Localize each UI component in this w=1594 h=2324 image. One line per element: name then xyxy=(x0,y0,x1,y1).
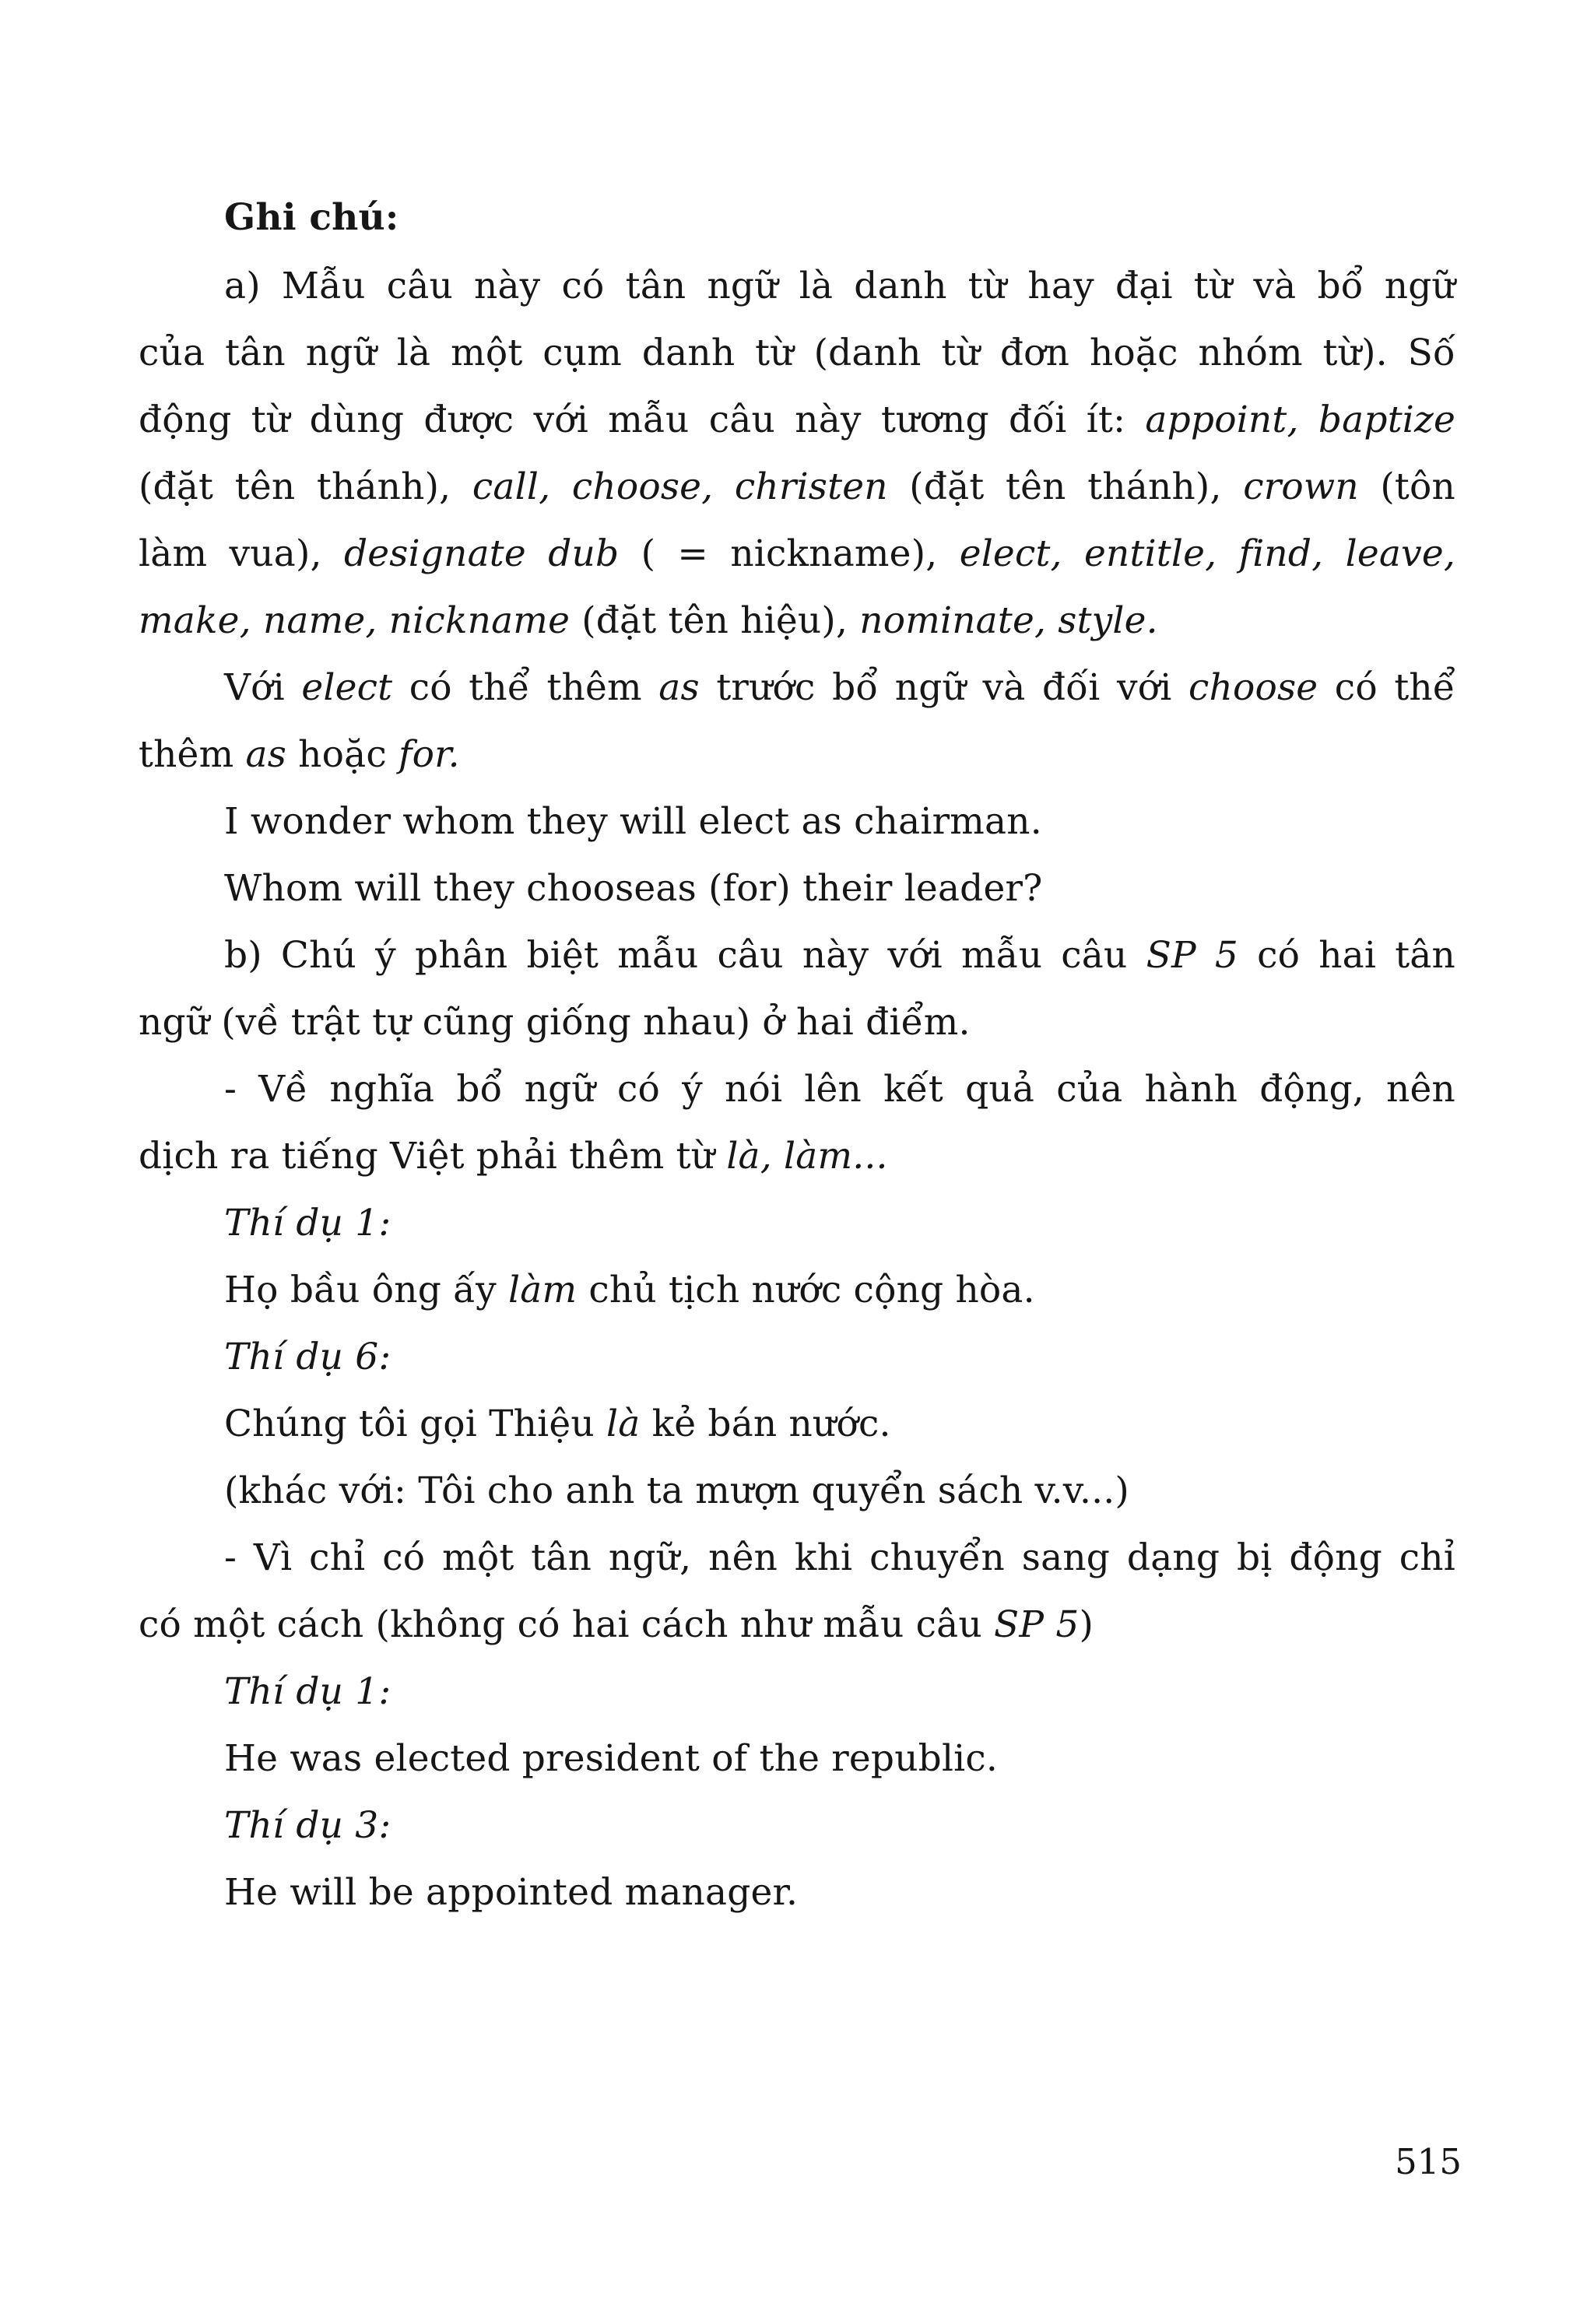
paragraph-elect-line-1: Với elect có thể thêm as trước bổ ngữ và đối với choose có thể xyxy=(224,666,1455,709)
point-2-line-2: có một cách (không có hai cách như mẫu câu SP 5) xyxy=(139,1603,1094,1646)
paragraph-a-line-1: a) Mẫu câu này có tân ngữ là danh từ hay đại từ và bổ ngữ xyxy=(224,265,1455,307)
paragraph-a-line-3: động từ dùng được với mẫu câu này tương đối ít: appoint, baptize xyxy=(139,398,1455,441)
passive-example-1-sentence: He was elected president of the republic. xyxy=(224,1737,999,1780)
paragraph-a-line-4: (đặt tên thánh), call, choose, christen (đặt tên thánh), crown (tôn xyxy=(139,465,1455,508)
paragraph-b-line-1: b) Chú ý phân biệt mẫu câu này với mẫu câu SP 5 có hai tân xyxy=(224,934,1455,977)
paragraph-b-line-2: ngữ (về trật tự cũng giống nhau) ở hai điểm. xyxy=(139,1001,971,1044)
paragraph-a-line-2: của tân ngữ là một cụm danh từ (danh từ đơn hoặc nhóm từ). Số xyxy=(139,332,1455,374)
contrast-note: (khác với: Tôi cho anh ta mượn quyển sách v.v...) xyxy=(224,1469,1129,1512)
passive-example-3-label: Thí dụ 3: xyxy=(224,1804,391,1847)
page-number: 515 xyxy=(1395,2141,1462,2182)
example-6-label: Thí dụ 6: xyxy=(224,1336,391,1378)
paragraph-a-line-6: make, name, nickname (đặt tên hiệu), nominate, style. xyxy=(139,599,1158,642)
passive-example-1-label: Thí dụ 1: xyxy=(224,1670,391,1713)
point-1-line-2: dịch ra tiếng Việt phải thêm từ là, làm... xyxy=(139,1135,888,1178)
paragraph-elect-line-2: thêm as hoặc for. xyxy=(139,733,460,776)
paragraph-a-line-5: làm vua), designate dub ( = nickname), elect, entitle, find, leave, xyxy=(139,532,1456,575)
example-1-label: Thí dụ 1: xyxy=(224,1202,391,1244)
passive-example-3-sentence: He will be appointed manager. xyxy=(224,1871,799,1914)
section-heading: Ghi chú: xyxy=(224,196,399,239)
point-2-line-1: - Vì chỉ có một tân ngữ, nên khi chuyển sang dạng bị động chỉ xyxy=(224,1536,1455,1579)
english-example-1: I wonder whom they will elect as chairman. xyxy=(224,800,1042,843)
english-example-2: Whom will they chooseas (for) their leader? xyxy=(224,867,1043,910)
example-6-sentence: Chúng tôi gọi Thiệu là kẻ bán nước. xyxy=(224,1402,891,1445)
example-1-sentence: Họ bầu ông ấy làm chủ tịch nước cộng hòa. xyxy=(224,1269,1035,1311)
point-1-line-1: - Về nghĩa bổ ngữ có ý nói lên kết quả của hành động, nên xyxy=(224,1068,1455,1111)
